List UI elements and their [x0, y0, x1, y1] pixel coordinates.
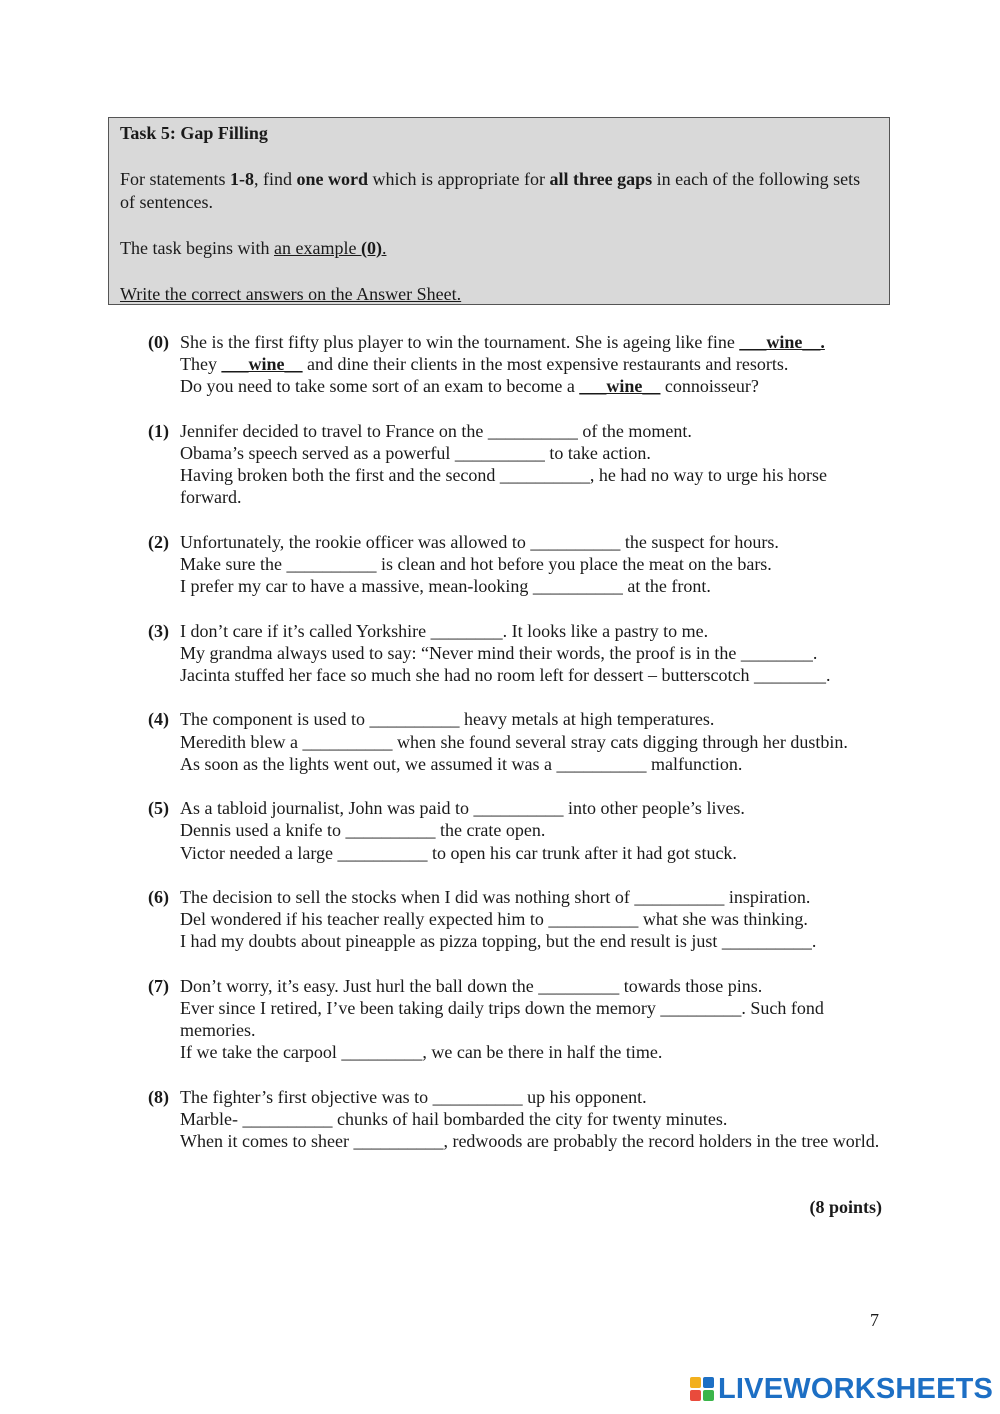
question-number: (0): [148, 332, 169, 352]
example-answer: ___wine__.: [739, 332, 825, 352]
sentence: Del wondered if his teacher really expected him to __________ what she was thinking.: [180, 909, 808, 930]
sentence: Obama’s speech served as a powerful __________ to take action.: [180, 443, 651, 463]
sentence: As soon as the lights went out, we assumed it was a __________ malfunction.: [180, 753, 743, 774]
sentence: Meredith blew a __________ when she found several stray cats digging through her dustbin.: [180, 731, 848, 752]
task-instruction-answer-sheet: Write the correct answers on the Answer Sheet.: [120, 284, 462, 304]
sentence: Unfortunately, the rookie officer was allowed to __________ the suspect for hours.: [180, 531, 779, 552]
sentence: Don’t worry, it’s easy. Just hurl the ball down the _________ towards those pins.: [180, 975, 763, 996]
sentence: I prefer my car to have a massive, mean-looking __________ at the front.: [180, 576, 711, 597]
example-answer: ___wine__: [579, 376, 661, 397]
question-number: (7): [148, 975, 169, 996]
question-4: [148, 708, 888, 775]
sentence: Make sure the __________ is clean and hot before you place the meat on the bars.: [180, 554, 772, 574]
liveworksheets-logo[interactable]: [690, 1373, 993, 1405]
sentence: The fighter’s first objective was to __________ up his opponent.: [180, 1086, 647, 1107]
example-answer: ___wine__: [221, 354, 303, 375]
task-instruction-statements: For statements 1-8, find one word which is appropriate for all three gaps in each of the following sets of sentences.: [120, 169, 861, 212]
question-number: (3): [148, 620, 169, 641]
logo-square-2: [703, 1377, 714, 1388]
sentence: Marble- __________ chunks of hail bombarded the city for twenty minutes.: [180, 1108, 728, 1129]
liveworksheets-logo-icon: [690, 1377, 714, 1401]
question-number: (8): [148, 1086, 169, 1107]
sentence: I don’t care if it’s called Yorkshire ________. It looks like a pastry to me.: [180, 620, 709, 641]
question-number: (6): [148, 886, 169, 907]
sentence: The component is used to __________ heavy metals at high temperatures.: [180, 709, 715, 730]
sentence: Victor needed a large __________ to open his car trunk after it had got stuck.: [180, 842, 737, 863]
question-2: [148, 531, 888, 598]
sentence: My grandma always used to say: “Never mind their words, the proof is in the ________.: [180, 642, 818, 663]
question-number: (4): [148, 709, 169, 730]
question-number: (2): [148, 531, 169, 552]
sentence: Ever since I retired, I’ve been taking daily trips down the memory _________. Such fond memories.: [180, 997, 824, 1041]
logo-square-3: [690, 1390, 701, 1401]
sentence: When it comes to sheer __________, redwoods are probably the record holders in the tree world.: [180, 1131, 880, 1152]
task-instructions-box: [108, 117, 890, 305]
question-0-example: [148, 331, 888, 398]
sentence: I had my doubts about pineapple as pizza topping, but the end result is just __________.: [180, 931, 817, 952]
sentence: She is the first fifty plus player to win the tournament. She is ageing like fine ___wine__.: [180, 332, 825, 352]
question-list: [148, 331, 888, 1175]
logo-square-1: [690, 1377, 701, 1388]
task-instruction-example: The task begins with an example (0).: [120, 238, 387, 258]
question-5: [148, 797, 888, 864]
question-7: [148, 975, 888, 1064]
sentence: Jacinta stuffed her face so much she had no room left for dessert – butterscotch ________.: [180, 665, 831, 685]
logo-square-4: [703, 1390, 714, 1401]
sentence: Dennis used a knife to __________ the crate open.: [180, 820, 546, 841]
question-number: (5): [148, 798, 169, 819]
question-number: (1): [148, 420, 169, 441]
question-3: [148, 620, 888, 687]
page-number: 7: [870, 1310, 879, 1330]
question-8: [148, 1086, 888, 1153]
sentence: Do you need to take some sort of an exam to become a ___wine__ connoisseur?: [180, 376, 759, 397]
sentence: If we take the carpool _________, we can be there in half the time.: [180, 1042, 663, 1063]
sentence: As a tabloid journalist, John was paid to __________ into other people’s lives.: [180, 798, 745, 819]
question-6: [148, 886, 888, 953]
logo-text: LIVEWORKSHEETS: [718, 1372, 994, 1405]
points-total: (8 points): [809, 1197, 882, 1217]
task-title: Task 5: Gap Filling: [120, 123, 268, 143]
sentence: The decision to sell the stocks when I did was nothing short of __________ inspiration.: [180, 886, 811, 907]
question-1: [148, 420, 888, 509]
sentence: They ___wine__ and dine their clients in the most expensive restaurants and resorts.: [180, 354, 789, 375]
sentence: Jennifer decided to travel to France on the __________ of the moment.: [180, 420, 692, 441]
sentence: Having broken both the first and the second __________, he had no way to urge his horse forward.: [180, 465, 828, 508]
